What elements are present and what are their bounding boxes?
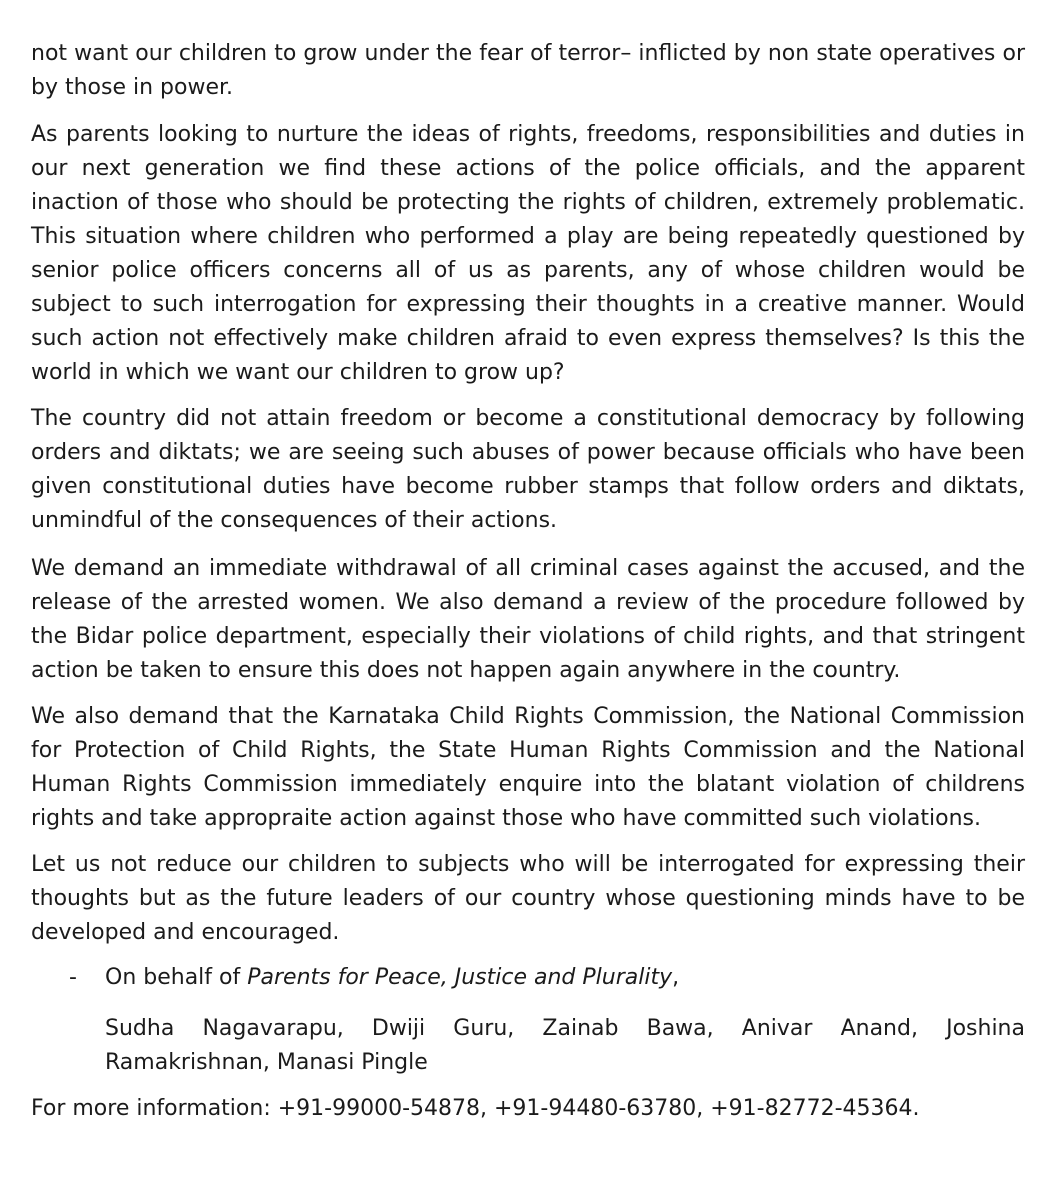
signature-line (31, 961, 1025, 995)
signatory-names: Sudha Nagavarapu, Dwiji Guru, Zainab Bawa, Anivar Anand, Joshina Ramakrishnan, Manasi Pingle (105, 1016, 1025, 1075)
paragraph-fear-of-terror: not want our children to grow under the fear of terror– inflicted by non state operatives or by those in power. (31, 41, 1025, 100)
paragraph-commissions-demand: We also demand that the Karnataka Child Rights Commission, the National Commission for Protection of Child Rights, the State Human Rights Commission and the National Human Rights Commission immediately enquire into the blatant violation of childrens rights and take appropraite action against those who have committed such violations. (31, 704, 1025, 831)
paragraph-constitutional-democracy: The country did not attain freedom or become a constitutional democracy by following orders and diktats; we are seeing such abuses of power because officials who have been given constitutional duties have become rubber stamps that follow orders and diktats, unmindful of the consequences of their actions. (31, 406, 1025, 533)
contact-information: For more information: +91-99000-54878, +91-94480-63780, +91-82772-45364. (31, 1096, 920, 1121)
paragraph-parents-concern: As parents looking to nurture the ideas of rights, freedoms, responsibilities and duties in our next generation we find these actions of the police officials, and the apparent inaction of those who should be protecting the rights of children, extremely problematic. This situation where children who performed a play are being repeatedly questioned by senior police officers concerns all of us as parents, any of whose children would be subject to such interrogation for expressing their thoughts in a creative manner. Would such action not effectively make children afraid to even express themselves? Is this the world in which we want our children to grow up? (31, 122, 1025, 385)
signature-prefix: On behalf of (105, 965, 248, 990)
paragraph-future-leaders: Let us not reduce our children to subjects who will be interrogated for expressing their thoughts but as the future leaders of our country whose questioning minds have to be developed and encouraged. (31, 852, 1025, 945)
organization-name: Parents for Peace, Justice and Plurality (247, 965, 673, 990)
signature-suffix: , (672, 965, 680, 990)
paragraph-withdrawal-demand: We demand an immediate withdrawal of all criminal cases against the accused, and the release of the arrested women. We also demand a review of the procedure followed by the Bidar police department, especially their violations of child rights, and that stringent action be taken to ensure this does not happen again anywhere in the country. (31, 556, 1025, 683)
document-page (31, 0, 1025, 1200)
signature-text (105, 961, 679, 995)
list-dash: - (69, 965, 77, 990)
